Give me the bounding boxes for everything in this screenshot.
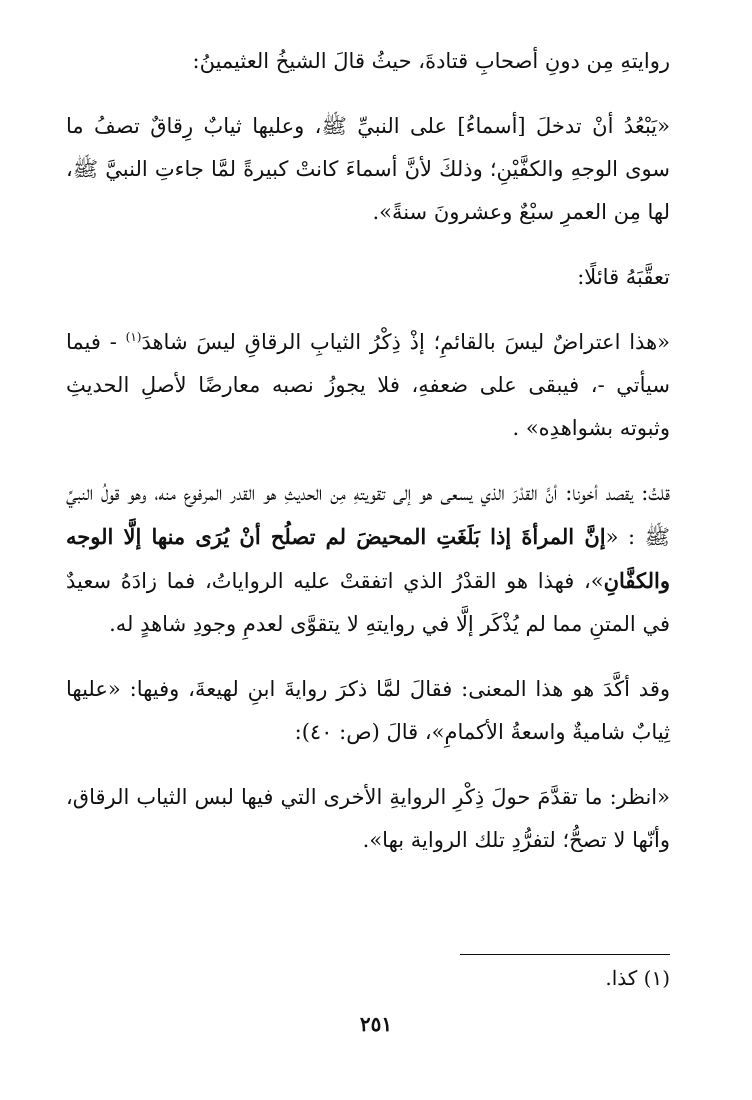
paragraph	[66, 321, 670, 450]
paragraph-text: - فيما سيأتي -، فيبقى على ضعفهِ، فلا يجوزُ نصبه معارضًا لأصلِ الحديثِ وثبوته بشواهدِه» .	[66, 330, 670, 440]
paragraph-text: روايتهِ مِن دونِ أصحابِ قتادةَ، حيثُ قالَ الشيخُ العثيمينُ:	[192, 49, 670, 73]
footnote-separator	[460, 954, 670, 955]
hadith-quote-bold: إنَّ المرأةَ إذا بَلَغَتِ المحيضَ لم تصلُح أنْ يُرَى منها إلَّا الوجه والكفَّانِ	[66, 524, 670, 593]
paragraph-text: «يَبْعُدُ أنْ تدخلَ [أسماءُ] على النبيِّ ﷺ، وعليها ثيابٌ رِقاقٌ تصفُ ما سوى الوجهِ والكفَّيْنِ؛ وذلكَ لأنَّ أسماءَ كانتْ كبيرةً لمَّا جاءتِ النبيَّ ﷺ، لها مِن العمرِ سبْعٌ وعشرونَ سنةً».	[66, 114, 670, 224]
footnote: (١) كذا.	[605, 966, 670, 990]
paragraph	[66, 472, 670, 646]
page-number: ٢٥١	[359, 1012, 393, 1036]
paragraph-text: »، فهذا هو القدْرُ الذي اتفقتْ عليه الرواياتُ، فما زادَهُ سعيدٌ في المتنِ مما لم يُذْكَر إلَّا في روايتهِ لا يتقوَّى لعدمِ وجودِ شاهدٍ له.	[66, 569, 670, 636]
paragraph	[66, 256, 670, 299]
footnote-reference: (١)	[125, 330, 142, 344]
paragraph-text: تعقَّبَهُ قائلًا:	[577, 265, 670, 289]
paragraph	[66, 40, 670, 83]
body-text	[66, 40, 670, 884]
paragraph-text: وقد أكَّدَ هو هذا المعنى: فقالَ لمَّا ذكرَ روايةَ ابنِ لهيعةَ، وفيها: «عليها ثِيابٌ شاميةٌ واسعةُ الأكمامِ»، قالَ (ص: ٤٠):	[66, 677, 670, 744]
paragraph-text: قلتُ: يقصد أخونا: أنَّ القدْرَ الذي يسعى هو إلى تقويتهِ مِن الحديثِ هو القدر المرفوع منه، وهو قولُ النبيِّ ﷺ : «	[66, 481, 670, 549]
paragraph	[66, 776, 670, 862]
paragraph	[66, 668, 670, 754]
paragraph	[66, 105, 670, 234]
paragraph-text: «هذا اعتراضٌ ليسَ بالقائمِ؛ إذْ ذِكْرُ الثيابِ الرقاقِ ليسَ شاهدَ	[141, 330, 670, 354]
paragraph-text: «انظر: ما تقدَّمَ حولَ ذِكْرِ الروايةِ الأخرى التي فيها لبس الثياب الرقاق، وأنّها لا تصحُّ؛ لتفرُّدِ تلك الرواية بها».	[66, 785, 670, 852]
